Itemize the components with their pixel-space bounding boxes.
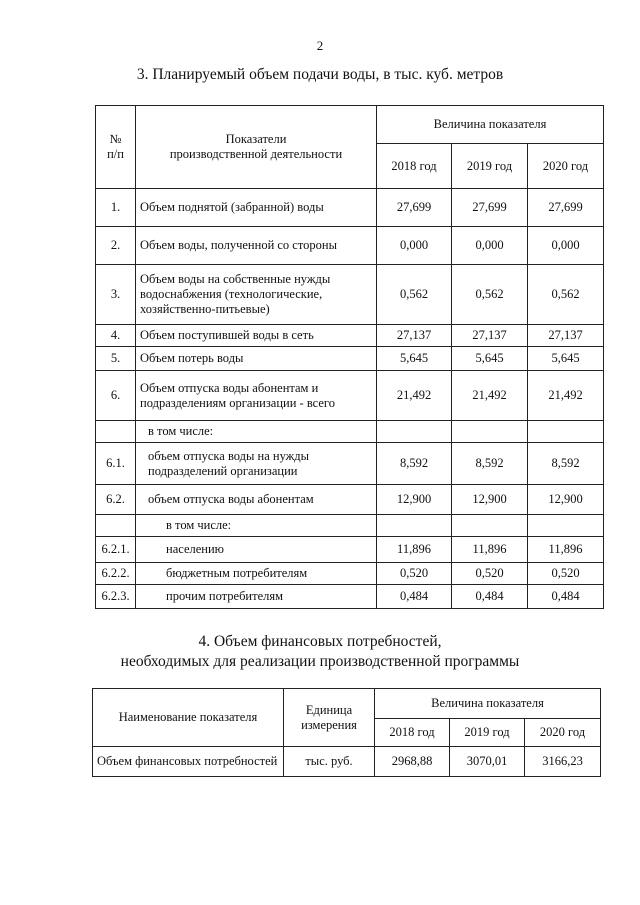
row-value-2019 <box>452 421 528 443</box>
row-indicator-name: Объем воды, полученной со стороны <box>136 227 377 265</box>
row-value-2020: 5,645 <box>528 347 604 371</box>
fin-row-value-2019: 3070,01 <box>450 747 525 777</box>
fin-row-value-2020: 3166,23 <box>525 747 601 777</box>
row-value-2018: 0,484 <box>377 585 452 609</box>
row-value-2019: 11,896 <box>452 537 528 563</box>
header-year-2019: 2019 год <box>452 144 528 189</box>
table-row <box>96 227 604 265</box>
table-row <box>96 421 604 443</box>
table-row <box>96 347 604 371</box>
table-row <box>96 485 604 515</box>
row-number: 3. <box>96 265 136 325</box>
row-value-2018 <box>377 515 452 537</box>
row-value-2018: 21,492 <box>377 371 452 421</box>
row-value-2020: 11,896 <box>528 537 604 563</box>
table-row <box>96 585 604 609</box>
row-value-2020: 27,699 <box>528 189 604 227</box>
row-number: 6.2.2. <box>96 563 136 585</box>
row-indicator-name: в том числе: <box>136 515 377 537</box>
row-value-2019: 12,900 <box>452 485 528 515</box>
row-value-2020: 21,492 <box>528 371 604 421</box>
row-number: 6.2. <box>96 485 136 515</box>
table-row <box>96 371 604 421</box>
row-value-2018: 0,000 <box>377 227 452 265</box>
row-indicator-name: в том числе: <box>136 421 377 443</box>
section-4-title <box>0 632 640 672</box>
row-value-2018: 8,592 <box>377 443 452 485</box>
row-number: 2. <box>96 227 136 265</box>
row-number: 1. <box>96 189 136 227</box>
row-value-2018: 5,645 <box>377 347 452 371</box>
row-number: 6.1. <box>96 443 136 485</box>
row-value-2018: 11,896 <box>377 537 452 563</box>
fin-row-value-2018: 2968,88 <box>375 747 450 777</box>
row-indicator-name: прочим потребителям <box>136 585 377 609</box>
row-value-2019: 21,492 <box>452 371 528 421</box>
row-value-2019: 27,137 <box>452 325 528 347</box>
section-3-title: 3. Планируемый объем подачи воды, в тыс. куб. метров <box>136 66 504 83</box>
water-supply-table <box>95 105 604 609</box>
row-value-2019: 8,592 <box>452 443 528 485</box>
row-value-2019: 0,484 <box>452 585 528 609</box>
table-row <box>96 537 604 563</box>
row-value-2019: 27,699 <box>452 189 528 227</box>
row-indicator-name: Объем поступившей воды в сеть <box>136 325 377 347</box>
table-row <box>96 265 604 325</box>
row-value-2018: 27,137 <box>377 325 452 347</box>
row-value-2020: 0,520 <box>528 563 604 585</box>
fin-header-year-2018: 2018 год <box>375 719 450 747</box>
row-indicator-name: Объем отпуска воды абонентам и подразделениям организации - всего <box>136 371 377 421</box>
row-value-2020 <box>528 421 604 443</box>
row-value-2020: 8,592 <box>528 443 604 485</box>
table-row <box>96 443 604 485</box>
section-4-title-line1: 4. Объем финансовых потребностей, <box>198 633 442 650</box>
table-row <box>96 189 604 227</box>
header-year-2020: 2020 год <box>528 144 604 189</box>
row-value-2020: 0,562 <box>528 265 604 325</box>
fin-header-value-group: Величина показателя <box>375 689 601 719</box>
row-value-2020: 0,484 <box>528 585 604 609</box>
row-indicator-name: населению <box>136 537 377 563</box>
row-number <box>96 421 136 443</box>
row-indicator-name: Объем поднятой (забранной) воды <box>136 189 377 227</box>
row-value-2018: 27,699 <box>377 189 452 227</box>
table-row <box>96 515 604 537</box>
row-value-2020 <box>528 515 604 537</box>
row-indicator-name: Объем воды на собственные нужды водоснабжения (технологические, хозяйственно-питьевые) <box>136 265 377 325</box>
row-value-2019: 5,645 <box>452 347 528 371</box>
row-value-2020: 0,000 <box>528 227 604 265</box>
fin-header-unit: Единица измерения <box>284 689 375 747</box>
page-number: 2 <box>316 38 324 53</box>
table-row <box>96 563 604 585</box>
row-indicator-name: бюджетным потребителям <box>136 563 377 585</box>
header-indicator: Показатели производственной деятельности <box>136 106 377 189</box>
row-value-2020: 27,137 <box>528 325 604 347</box>
row-value-2019: 0,520 <box>452 563 528 585</box>
fin-header-year-2020: 2020 год <box>525 719 601 747</box>
row-value-2018: 12,900 <box>377 485 452 515</box>
row-value-2018: 0,520 <box>377 563 452 585</box>
row-number: 6.2.3. <box>96 585 136 609</box>
header-num: № п/п <box>96 106 136 189</box>
row-number: 5. <box>96 347 136 371</box>
row-number: 4. <box>96 325 136 347</box>
row-value-2020: 12,900 <box>528 485 604 515</box>
fin-row-unit: тыс. руб. <box>284 747 375 777</box>
financial-needs-table <box>92 688 601 777</box>
header-year-2018: 2018 год <box>377 144 452 189</box>
row-indicator-name: Объем потерь воды <box>136 347 377 371</box>
section-4-title-line2: необходимых для реализации производственной программы <box>120 653 520 670</box>
table-row <box>96 325 604 347</box>
row-indicator-name: объем отпуска воды на нужды подразделений организации <box>136 443 377 485</box>
row-value-2019: 0,562 <box>452 265 528 325</box>
fin-row-name: Объем финансовых потребностей <box>93 747 284 777</box>
row-value-2019 <box>452 515 528 537</box>
row-value-2018: 0,562 <box>377 265 452 325</box>
row-indicator-name: объем отпуска воды абонентам <box>136 485 377 515</box>
row-value-2019: 0,000 <box>452 227 528 265</box>
fin-header-year-2019: 2019 год <box>450 719 525 747</box>
row-number: 6. <box>96 371 136 421</box>
header-value-group: Величина показателя <box>377 106 604 144</box>
row-number <box>96 515 136 537</box>
row-value-2018 <box>377 421 452 443</box>
row-number: 6.2.1. <box>96 537 136 563</box>
fin-header-name: Наименование показателя <box>93 689 284 747</box>
